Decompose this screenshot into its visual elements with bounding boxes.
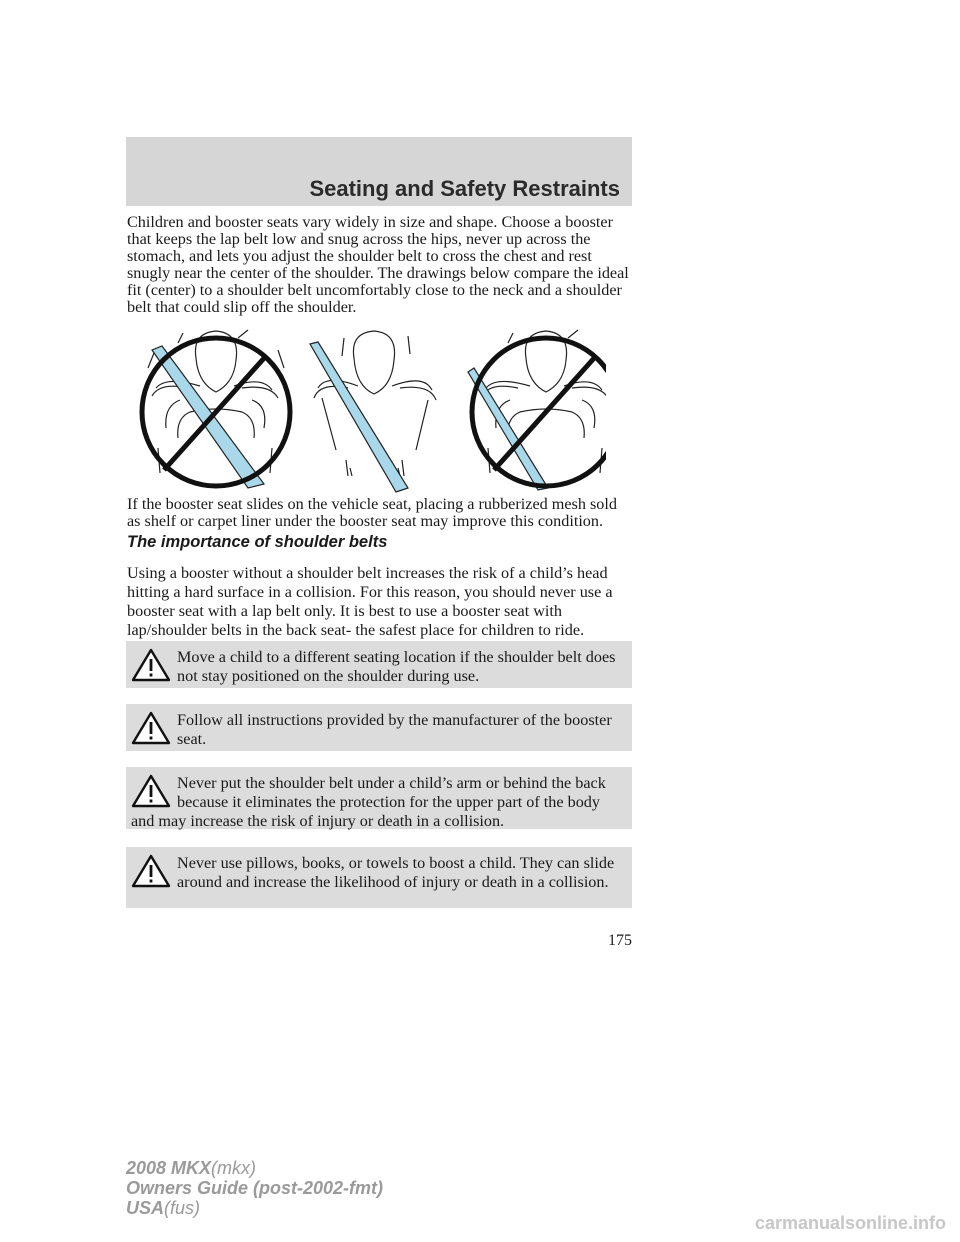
warning-box bbox=[126, 704, 632, 751]
subsection-heading: The importance of shoulder belts bbox=[127, 533, 388, 551]
footer-model-code: (mkx) bbox=[211, 1158, 257, 1178]
warning-triangle-icon bbox=[131, 711, 171, 745]
footer-line-market bbox=[126, 1198, 383, 1218]
warning-text: Follow all instructions provided by the manufacturer of the booster seat. bbox=[177, 711, 612, 748]
document-footer bbox=[126, 1158, 383, 1218]
warning-text: Move a child to a different seating location if the shoulder belt does not stay positioned on the shoulder during use. bbox=[177, 648, 616, 685]
warning-triangle-icon bbox=[131, 648, 171, 682]
warning-box bbox=[126, 767, 632, 829]
footer-line-guide bbox=[126, 1178, 383, 1198]
footer-line-model bbox=[126, 1158, 383, 1178]
footer-guide: Owners Guide (post-2002-fmt) bbox=[126, 1178, 384, 1198]
figure-correct-fit bbox=[310, 331, 436, 492]
intro-paragraph: Children and booster seats vary widely in size and shape. Choose a booster that keeps the lap belt low and snug across the hips, never up across the stomach, and lets you adjust the shoulder belt to cross the chest and rest snugly near the center of the shoulder. The drawings below compare the ideal fit (center) to a shoulder belt uncomfortably close to the neck and a shoulder belt that could slip off the shoulder. bbox=[127, 213, 629, 316]
warning-box bbox=[126, 847, 632, 908]
header-band bbox=[126, 137, 632, 206]
belt-fit-drawing bbox=[138, 328, 606, 496]
footer-market-code: (fus) bbox=[164, 1198, 201, 1218]
belt-fit-illustration bbox=[138, 328, 606, 496]
watermark: carmanualsonline.info bbox=[754, 1213, 946, 1233]
importance-paragraph: Using a booster without a shoulder belt increases the risk of a child’s head hitting a hard surface in a collision. For this reason, you should never use a booster seat with a lap belt only. It is best to use a booster seat with lap/shoulder belts in the back seat- the safest place for children to ride. bbox=[127, 564, 613, 639]
warning-text: Never use pillows, books, or towels to boost a child. They can slide around and increase the likelihood of injury or death in a collision. bbox=[177, 854, 615, 891]
warning-triangle-icon bbox=[131, 774, 171, 808]
footer-model: 2008 MKX bbox=[126, 1158, 212, 1178]
warning-text: Never put the shoulder belt under a child’s arm or behind the back because it eliminates the protection for the upper part of the body and may increase the risk of injury or death in a collision. bbox=[131, 774, 606, 830]
footer-market: USA bbox=[126, 1198, 165, 1218]
booster-slide-paragraph: If the booster seat slides on the vehicle seat, placing a rubberized mesh sold as shelf or carpet liner under the booster seat may improve this condition. bbox=[127, 495, 617, 530]
figure-belt-off-shoulder bbox=[468, 330, 606, 490]
section-title: Seating and Safety Restraints bbox=[309, 176, 620, 201]
warning-triangle-icon bbox=[131, 854, 171, 888]
page-number: 175 bbox=[608, 932, 632, 949]
figure-belt-near-neck bbox=[142, 330, 290, 488]
warning-box bbox=[126, 641, 632, 688]
